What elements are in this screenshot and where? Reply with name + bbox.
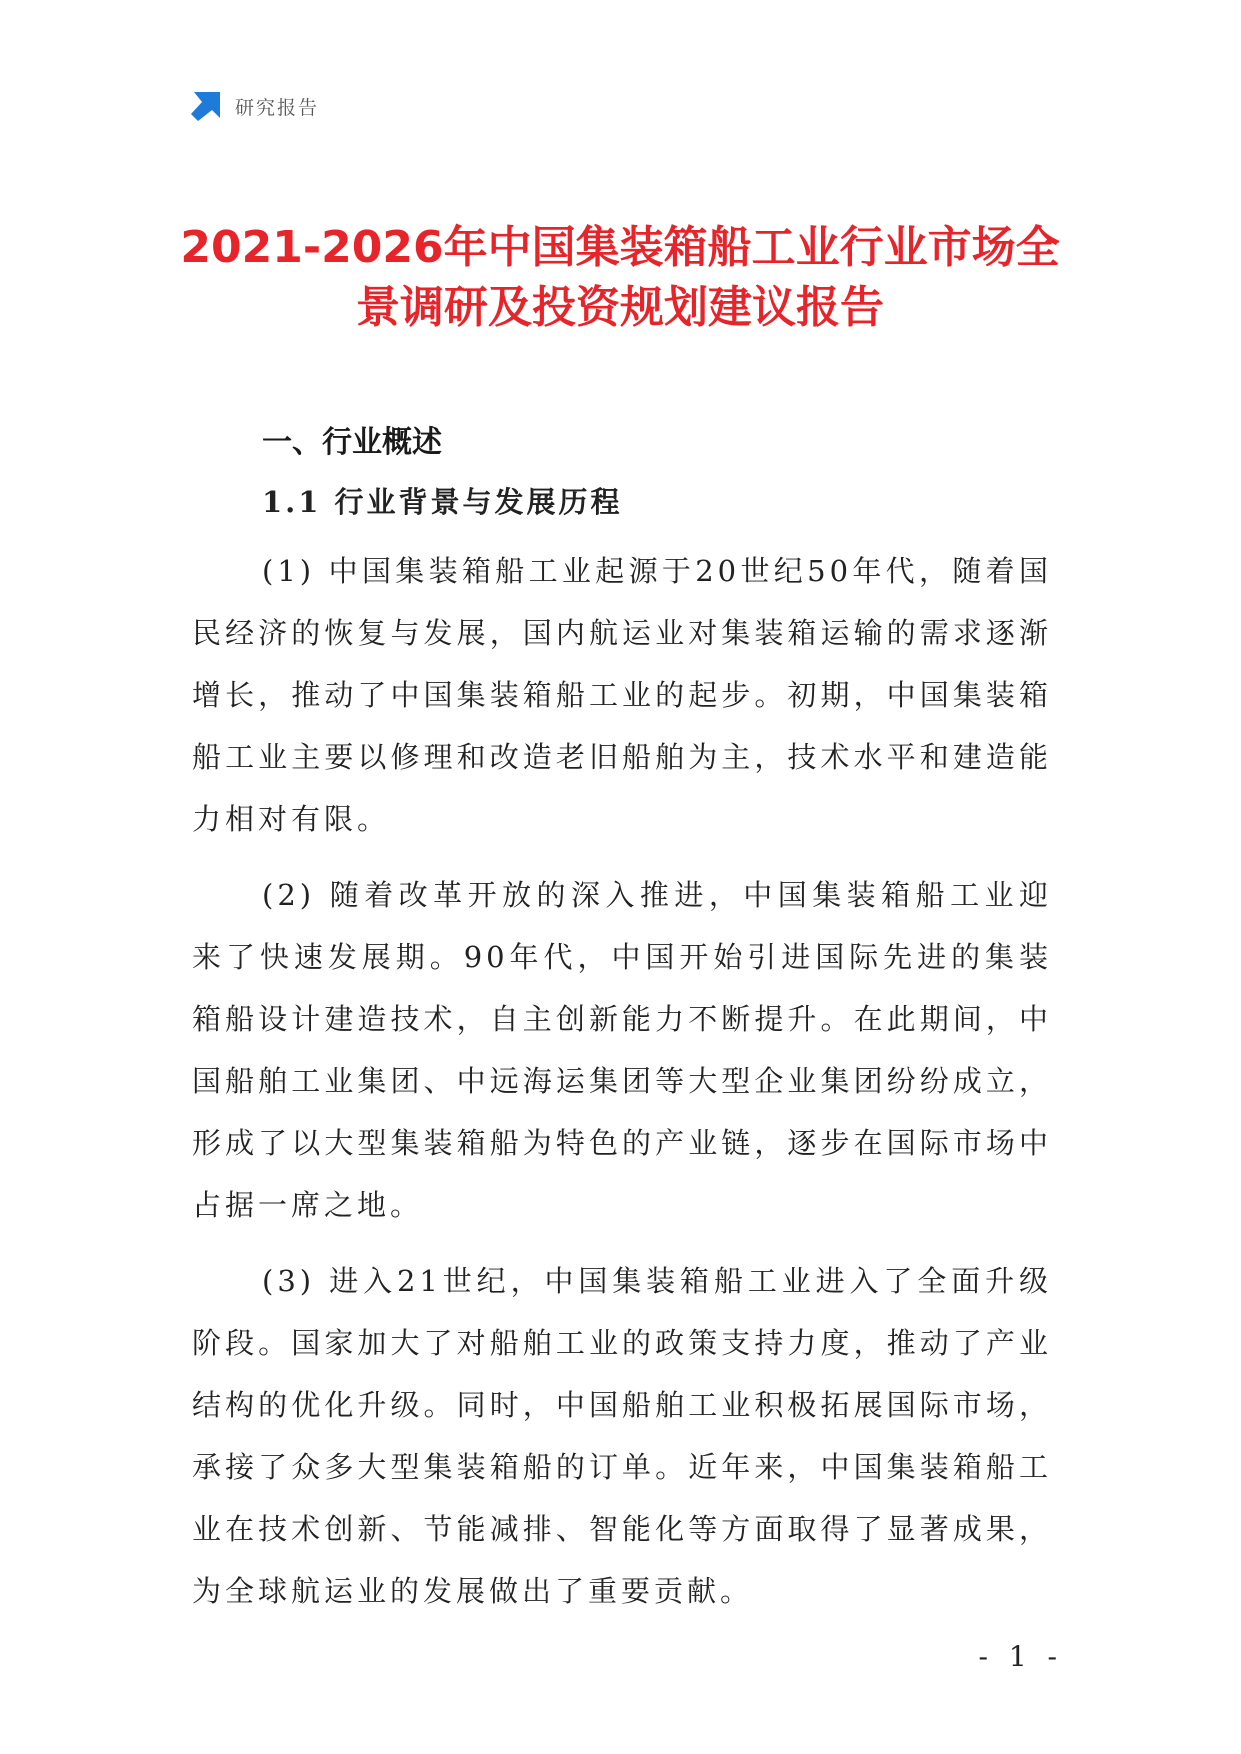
paragraph-1: (1) 中国集装箱船工业起源于20世纪50年代，随着国民经济的恢复与发展，国内航运业对集装箱运输的需求逐渐增长，推动了中国集装箱船工业的起步。初期，中国集装箱船工业主要以修理和改造老旧船舶为主，技术水平和建造能力相对有限。 — [192, 554, 1052, 836]
paragraph-2: (2) 随着改革开放的深入推进，中国集装箱船工业迎来了快速发展期。90年代，中国开始引进国际先进的集装箱船设计建造技术，自主创新能力不断提升。在此期间，中国船舶工业集团、中远海运集团等大型企业集团纷纷成立，形成了以大型集装箱船为特色的产业链，逐步在国际市场中占据一席之地。 — [192, 878, 1052, 1222]
document-title: 2021-2026年中国集装箱船工业行业市场全景调研及投资规划建议报告 — [180, 222, 1060, 333]
report-header — [190, 88, 319, 124]
arrow-up-right-icon — [190, 90, 222, 122]
section-heading: 一、行业概述 — [262, 425, 442, 460]
subsection-heading: 1.1 行业背景与发展历程 — [262, 485, 623, 519]
paragraph-3: (3) 进入21世纪，中国集装箱船工业进入了全面升级阶段。国家加大了对船舶工业的政策支持力度，推动了产业结构的优化升级。同时，中国船舶工业积极拓展国际市场，承接了众多大型集装箱船的订单。近年来，中国集装箱船工业在技术创新、节能减排、智能化等方面取得了显著成果，为全球航运业的发展做出了重要贡献。 — [192, 1264, 1052, 1608]
header-label: 研究报告 — [235, 96, 320, 119]
document-body — [192, 418, 1052, 1622]
page-number: - 1 - — [978, 1640, 1063, 1673]
